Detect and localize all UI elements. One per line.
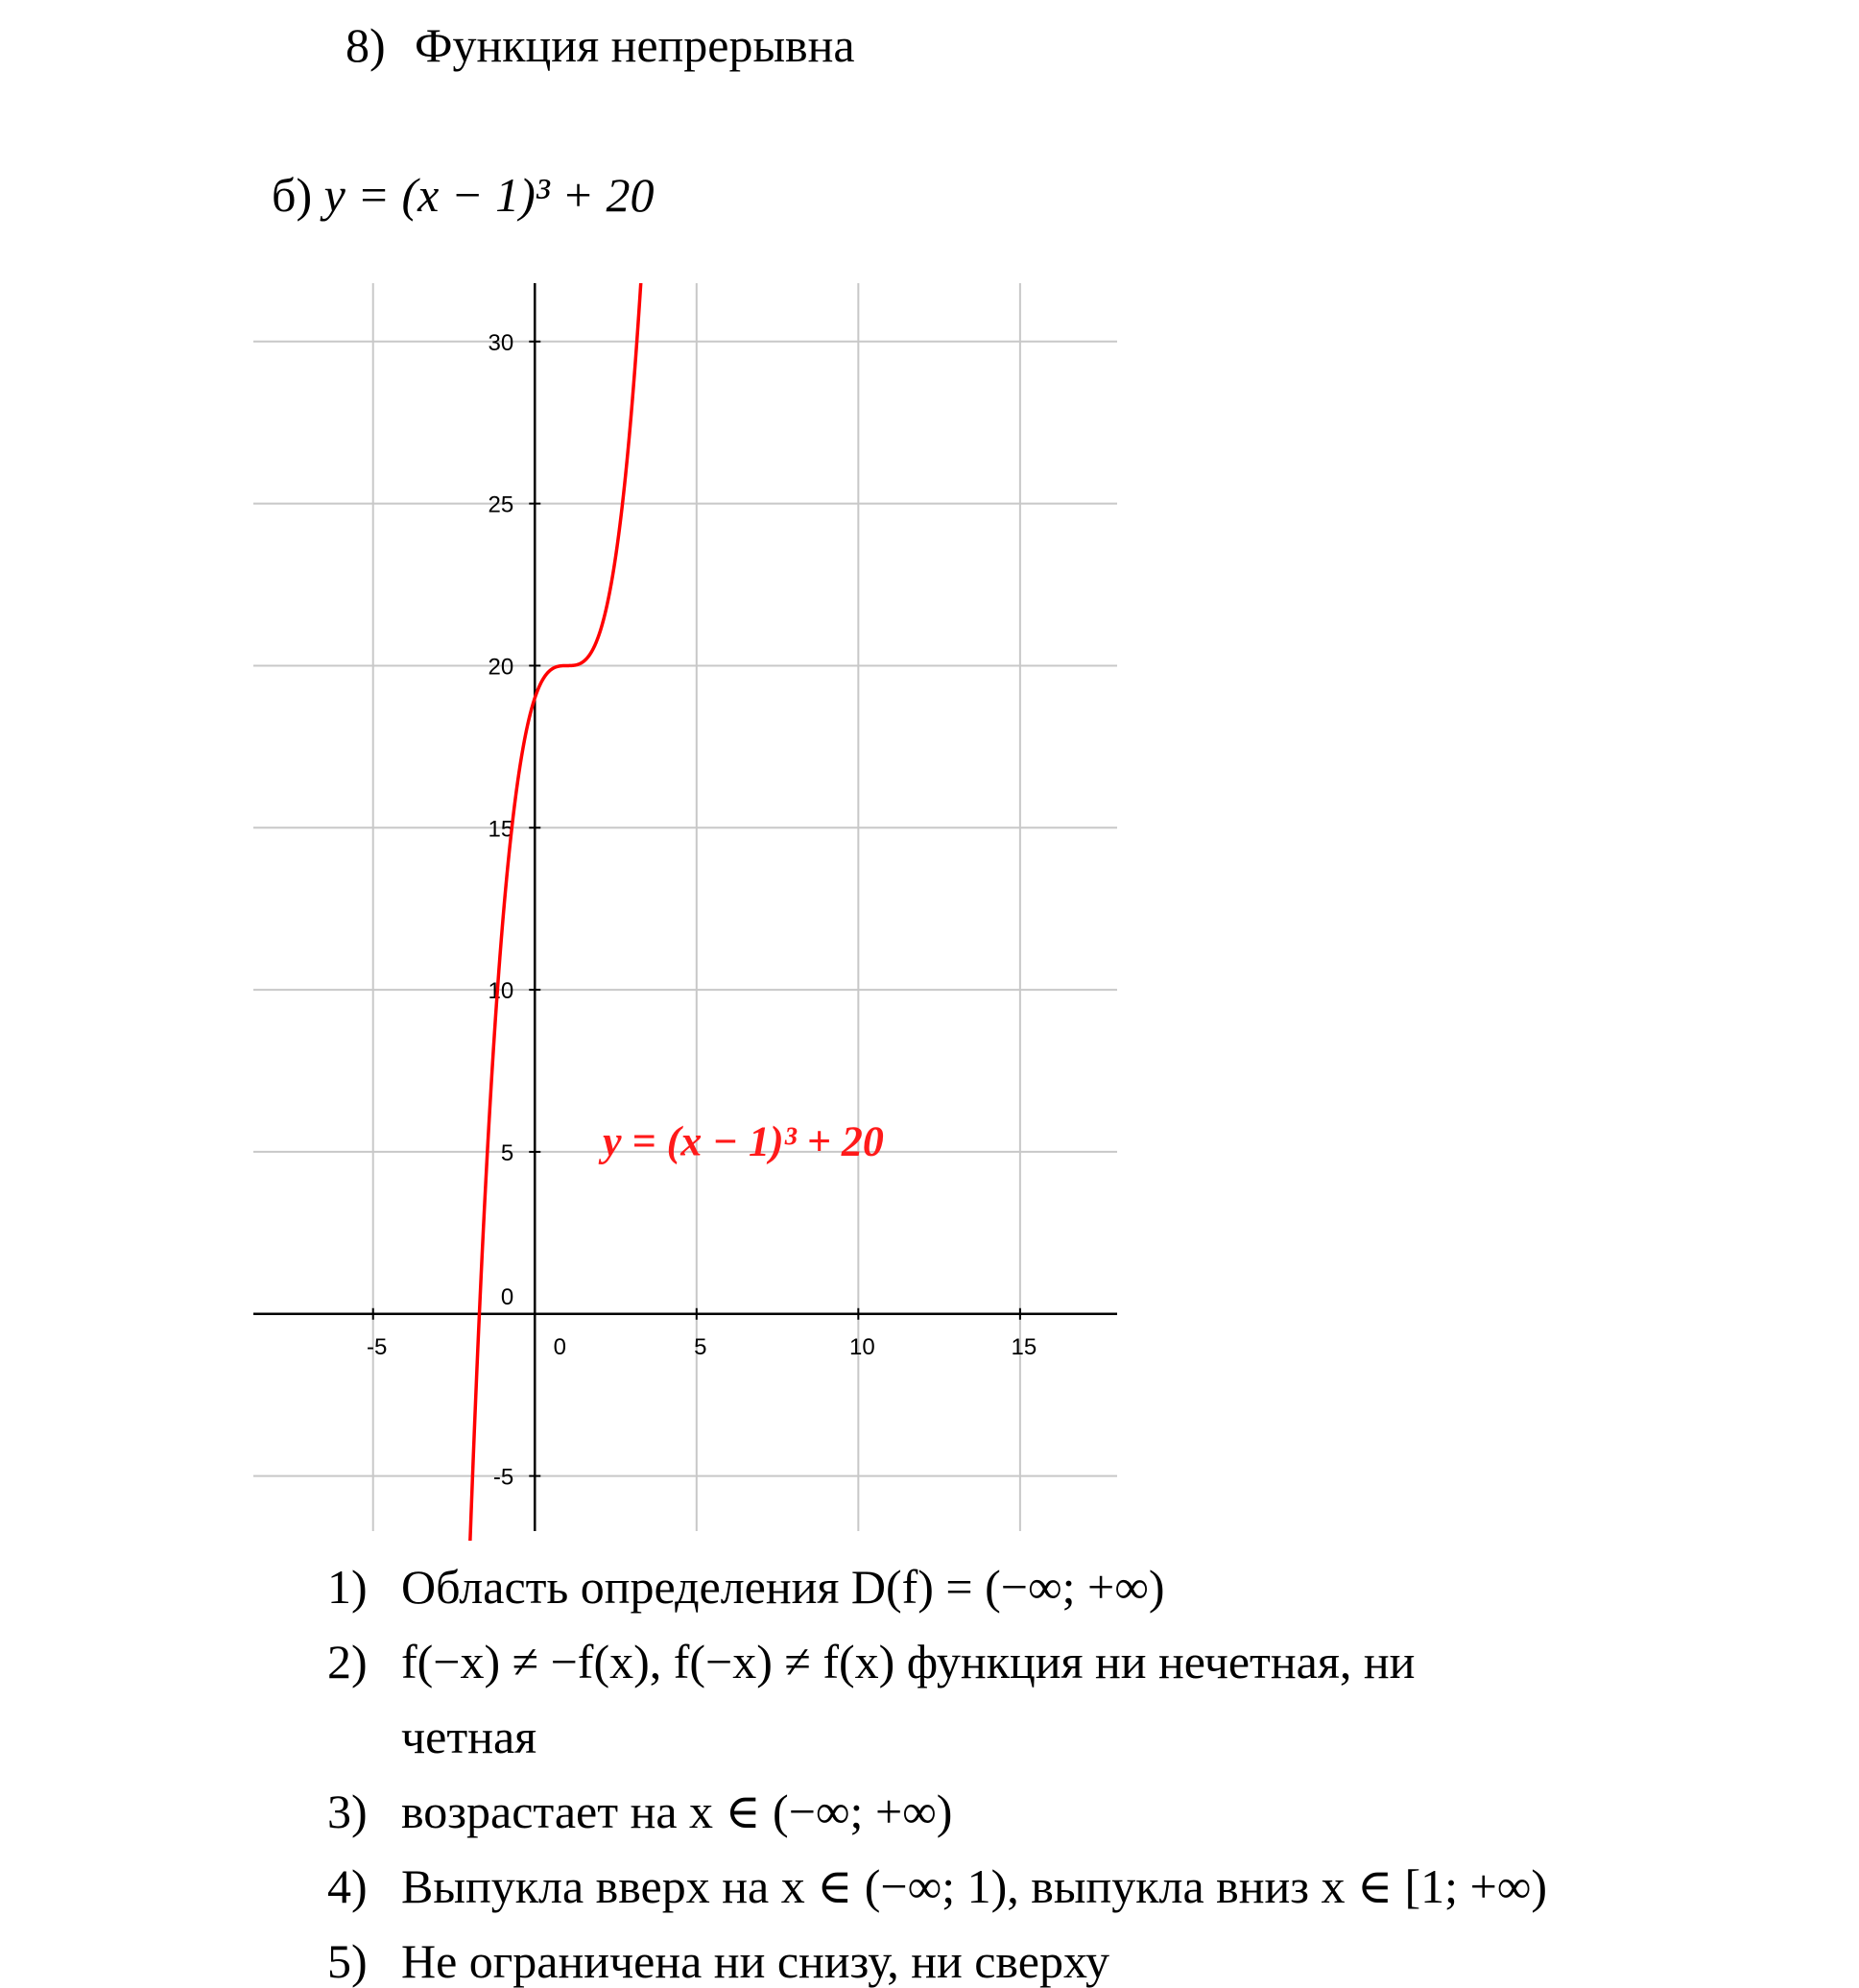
function-heading <box>272 168 655 222</box>
y-tick-label: 30 <box>488 329 514 356</box>
y-tick-label: 0 <box>500 1283 514 1310</box>
y-tick-label: 5 <box>500 1139 514 1166</box>
list-item-number: 2) <box>327 1635 368 1689</box>
x-tick-label: -5 <box>367 1333 388 1360</box>
item-number: 8) <box>346 18 386 72</box>
list-item-text: возрастает на x ∈ (−∞; +∞) <box>401 1784 953 1838</box>
list-item-number: 4) <box>327 1859 368 1913</box>
y-tick-label: 10 <box>488 978 514 1005</box>
x-tick-label: 5 <box>694 1333 707 1360</box>
list-item-text: Не ограничена ни снизу, ни сверху <box>401 1934 1110 1988</box>
function-graph <box>253 283 1136 1541</box>
function-curve <box>457 283 641 1541</box>
x-tick-label: 15 <box>1011 1333 1037 1360</box>
item-text: Функция непрерывна <box>415 18 855 72</box>
list-item-8 <box>346 18 855 72</box>
y-tick-label: 20 <box>488 654 514 681</box>
part-label: б) <box>272 168 324 222</box>
curve-label: y = (x − 1)³ + 20 <box>603 1117 884 1165</box>
list-item-number: 3) <box>327 1784 368 1838</box>
list-item-text: Выпукла вверх на x ∈ (−∞; 1), выпукла вниз x ∈ [1; +∞) <box>401 1859 1548 1913</box>
x-tick-label: 10 <box>848 1333 875 1360</box>
y-tick-label: 15 <box>488 816 514 843</box>
list-item-number: 5) <box>327 1934 368 1988</box>
function-formula: y = (x − 1)³ + 20 <box>323 168 655 222</box>
list-item-text: четная <box>401 1710 537 1763</box>
list-item-number: 1) <box>327 1560 368 1614</box>
list-item-text: Область определения D(f) = (−∞; +∞) <box>401 1560 1165 1614</box>
y-tick-label: -5 <box>492 1464 514 1491</box>
x-tick-label: 0 <box>553 1333 566 1360</box>
y-tick-label: 25 <box>488 491 514 518</box>
list-item-text: f(−x) ≠ −f(x), f(−x) ≠ f(x) функция ни нечетная, ни <box>401 1635 1416 1689</box>
